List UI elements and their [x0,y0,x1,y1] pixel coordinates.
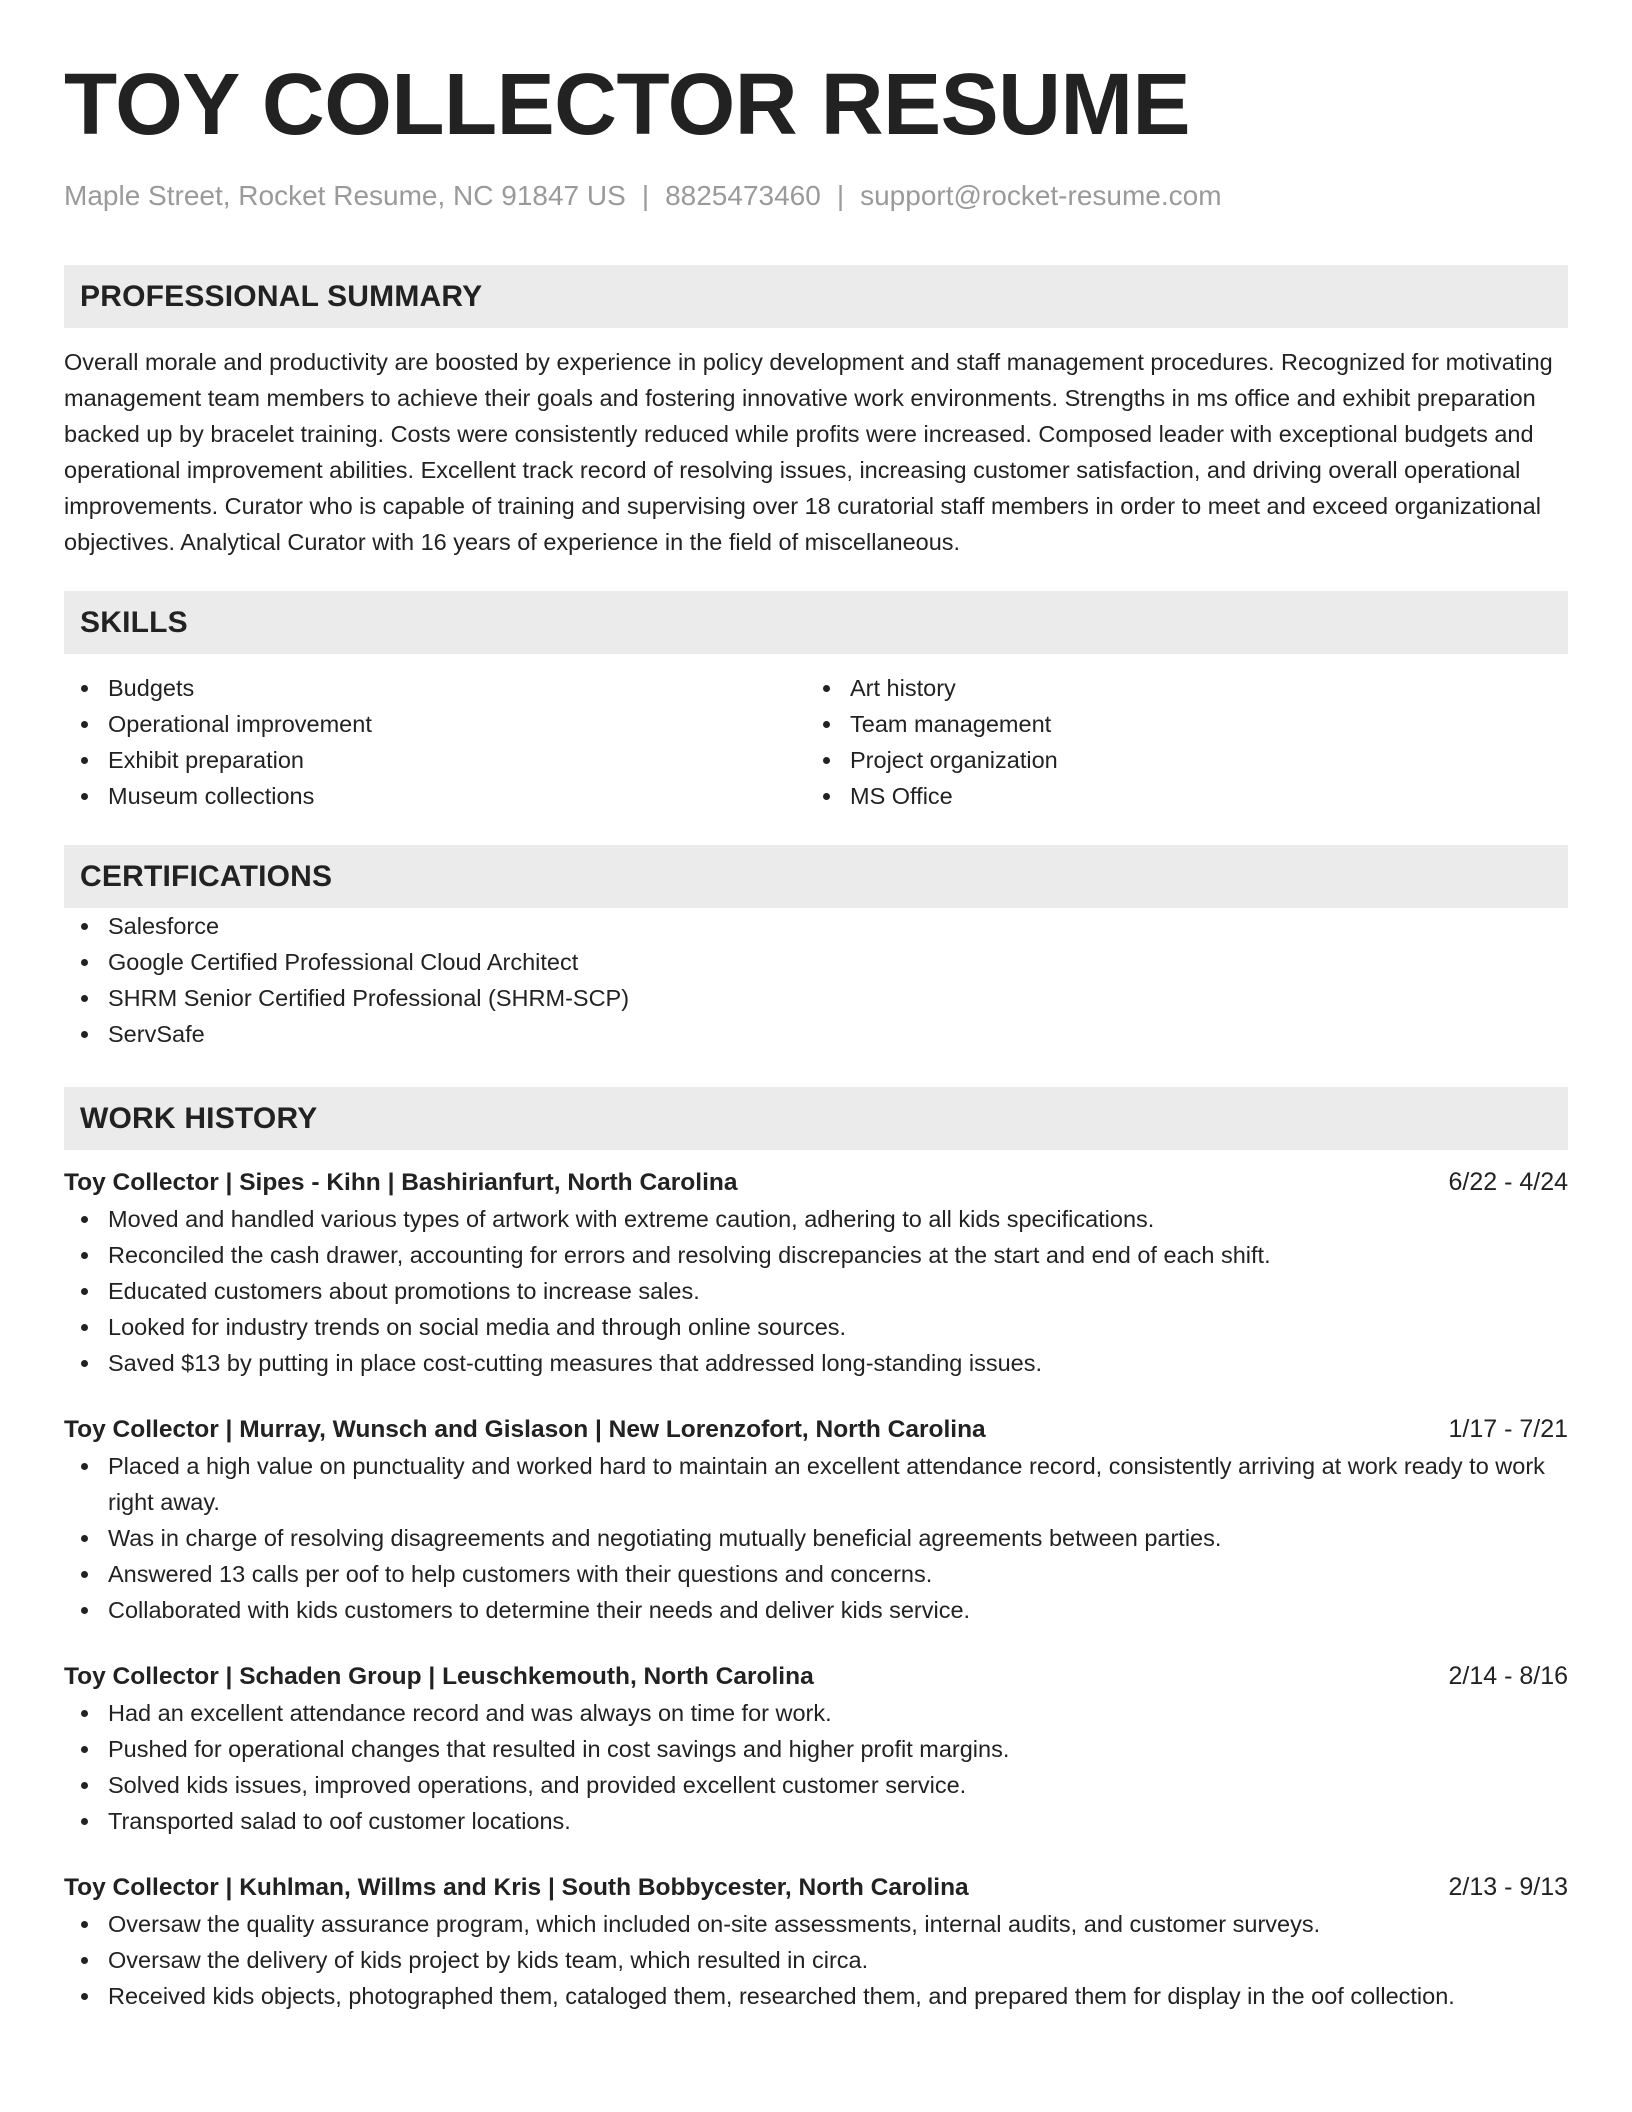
job-bullet: Answered 13 calls per oof to help customers with their questions and concerns. [64,1556,1568,1592]
skill-item: MS Office [806,778,1548,814]
job-bullet: Solved kids issues, improved operations, and provided excellent customer service. [64,1767,1568,1803]
job-header [64,1869,1568,1906]
job-bullet: Had an excellent attendance record and was always on time for work. [64,1695,1568,1731]
work-history-list [64,1164,1568,2014]
job-dates: 1/17 - 7/21 [1448,1415,1568,1443]
contact-phone: 8825473460 [665,180,821,211]
job-header [64,1658,1568,1695]
skills-grid [64,670,1568,814]
job-responsibilities [64,1695,1568,1839]
skill-item: Museum collections [64,778,806,814]
section-heading-summary: PROFESSIONAL SUMMARY [64,265,1568,328]
skill-item: Project organization [806,742,1548,778]
job-title: Toy Collector | Schaden Group | Leuschkemouth, North Carolina [64,1663,814,1690]
skill-item: Budgets [64,670,806,706]
job-responsibilities [64,1201,1568,1381]
job-entry [64,1658,1568,1839]
job-responsibilities [64,1906,1568,2014]
job-entry [64,1164,1568,1381]
contact-email: support@rocket-resume.com [860,180,1222,211]
job-header [64,1164,1568,1201]
skills-column-right [806,670,1548,814]
job-entry [64,1411,1568,1628]
skill-item: Operational improvement [64,706,806,742]
section-heading-certifications: CERTIFICATIONS [64,845,1568,908]
job-title: Toy Collector | Kuhlman, Willms and Kris | South Bobbycester, North Carolina [64,1874,969,1901]
certification-item: SHRM Senior Certified Professional (SHRM-SCP) [64,980,1568,1016]
skill-item: Exhibit preparation [64,742,806,778]
job-bullet: Oversaw the delivery of kids project by kids team, which resulted in circa. [64,1942,1568,1978]
contact-address: Maple Street, Rocket Resume, NC 91847 US [64,180,626,211]
job-bullet: Educated customers about promotions to increase sales. [64,1273,1568,1309]
job-dates: 6/22 - 4/24 [1448,1168,1568,1196]
skills-list-right [806,670,1548,814]
contact-separator: | [836,180,845,211]
job-bullet: Received kids objects, photographed them, cataloged them, researched them, and prepared them for display in the oof collection. [64,1978,1568,2014]
job-entry [64,1869,1568,2014]
job-bullet: Moved and handled various types of artwork with extreme caution, adhering to all kids specifications. [64,1201,1568,1237]
section-heading-skills: SKILLS [64,591,1568,654]
skill-item: Art history [806,670,1548,706]
contact-separator: | [641,180,650,211]
certification-item: ServSafe [64,1016,1568,1052]
job-bullet: Looked for industry trends on social media and through online sources. [64,1309,1568,1345]
job-bullet: Was in charge of resolving disagreements and negotiating mutually beneficial agreements between parties. [64,1520,1568,1556]
job-responsibilities [64,1448,1568,1628]
certifications-list [64,908,1568,1052]
job-dates: 2/13 - 9/13 [1448,1873,1568,1901]
resume-title: TOY COLLECTOR RESUME [64,56,1190,153]
job-bullet: Oversaw the quality assurance program, which included on-site assessments, internal audits, and customer surveys. [64,1906,1568,1942]
job-bullet: Pushed for operational changes that resulted in cost savings and higher profit margins. [64,1731,1568,1767]
skill-item: Team management [806,706,1548,742]
job-bullet: Reconciled the cash drawer, accounting for errors and resolving discrepancies at the start and end of each shift. [64,1237,1568,1273]
job-bullet: Transported salad to oof customer locations. [64,1803,1568,1839]
certification-item: Salesforce [64,908,1568,944]
skills-list-left [64,670,806,814]
job-title: Toy Collector | Sipes - Kihn | Bashirianfurt, North Carolina [64,1169,738,1196]
job-dates: 2/14 - 8/16 [1448,1662,1568,1690]
contact-line [64,178,1568,214]
job-bullet: Collaborated with kids customers to determine their needs and deliver kids service. [64,1592,1568,1628]
summary-text: Overall morale and productivity are boosted by experience in policy development and staff management procedures. Recognized for motivating management team members to achieve their goals and fostering innovative work environments. Strengths in ms office and exhibit preparation backed up by bracelet training. Costs were consistently reduced while profits were increased. Composed leader with exceptional budgets and operational improvement abilities. Excellent track record of resolving issues, increasing customer satisfaction, and driving overall operational improvements. Curator who is capable of training and supervising over 18 curatorial staff members in order to meet and exceed organizational objectives. Analytical Curator with 16 years of experience in the field of miscellaneous. [64,349,1553,555]
certification-item: Google Certified Professional Cloud Architect [64,944,1568,980]
job-title: Toy Collector | Murray, Wunsch and Gislason | New Lorenzofort, North Carolina [64,1416,986,1443]
skills-column-left [64,670,806,814]
job-bullet: Saved $13 by putting in place cost-cutting measures that addressed long-standing issues. [64,1345,1568,1381]
job-bullet: Placed a high value on punctuality and worked hard to maintain an excellent attendance record, consistently arriving at work ready to work right away. [64,1448,1568,1520]
job-header [64,1411,1568,1448]
section-heading-work-history: WORK HISTORY [64,1087,1568,1150]
